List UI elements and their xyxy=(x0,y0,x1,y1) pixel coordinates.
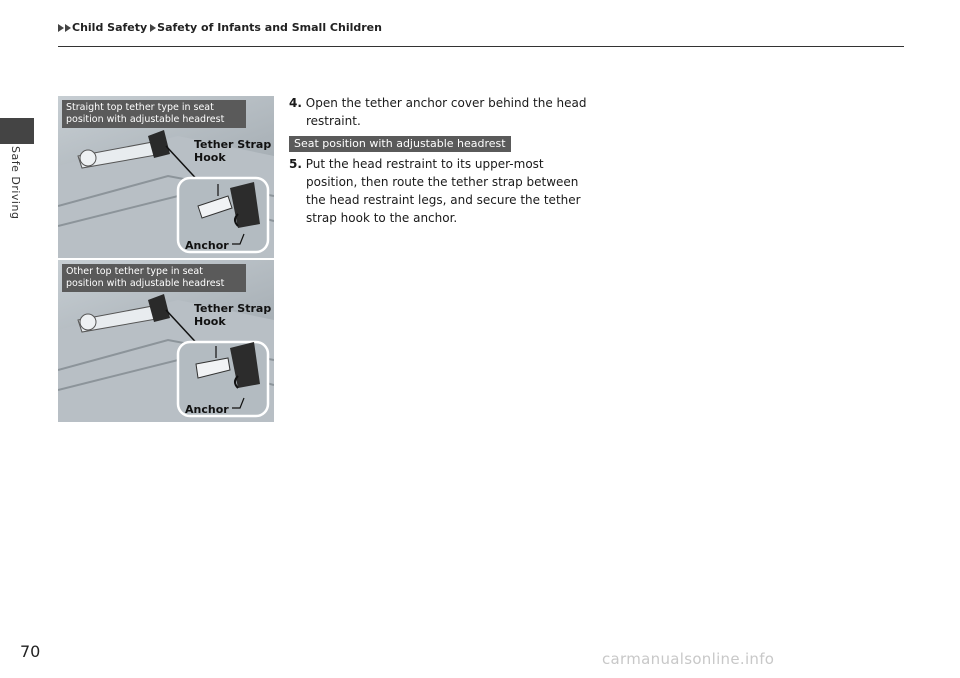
step-number: 5. xyxy=(289,157,302,171)
callout-tether-strap-hook: Tether Strap Hook xyxy=(194,302,272,328)
callout-tether-strap-hook: Tether Strap Hook xyxy=(194,138,272,164)
breadcrumb-item[interactable]: Safety of Infants and Small Children xyxy=(157,21,382,34)
breadcrumb-item[interactable]: Child Safety xyxy=(72,21,148,34)
breadcrumb xyxy=(58,21,382,34)
illustration-other-tether xyxy=(58,260,274,422)
callout-anchor: Anchor xyxy=(185,403,229,416)
chevron-right-icon xyxy=(150,24,156,32)
step-number: 4. xyxy=(289,96,302,110)
figure-caption: Other top tether type in seat position with adjustable headrest xyxy=(62,264,246,292)
section-label xyxy=(4,146,28,236)
header-rule xyxy=(58,46,904,47)
watermark: carmanualsonline.info xyxy=(602,650,775,668)
figure-caption: Straight top tether type in seat position with adjustable headrest xyxy=(62,100,246,128)
step-text: Put the head restraint to its upper-most position, then route the tether strap between the head restraint legs, and secure the tether strap hook to the anchor. xyxy=(305,157,581,225)
section-tab xyxy=(0,118,34,144)
instruction-step-5 xyxy=(289,155,589,227)
page-number: 70 xyxy=(20,642,41,661)
instruction-step-4 xyxy=(289,94,589,130)
illustration-straight-tether xyxy=(58,96,274,258)
chevron-right-icon xyxy=(58,24,64,32)
callout-anchor: Anchor xyxy=(185,239,229,252)
condition-tag: Seat position with adjustable headrest xyxy=(289,136,511,152)
section-label-text: Safe Driving xyxy=(9,146,22,220)
step-text: Open the tether anchor cover behind the head restraint. xyxy=(305,96,587,128)
chevron-right-icon xyxy=(65,24,71,32)
